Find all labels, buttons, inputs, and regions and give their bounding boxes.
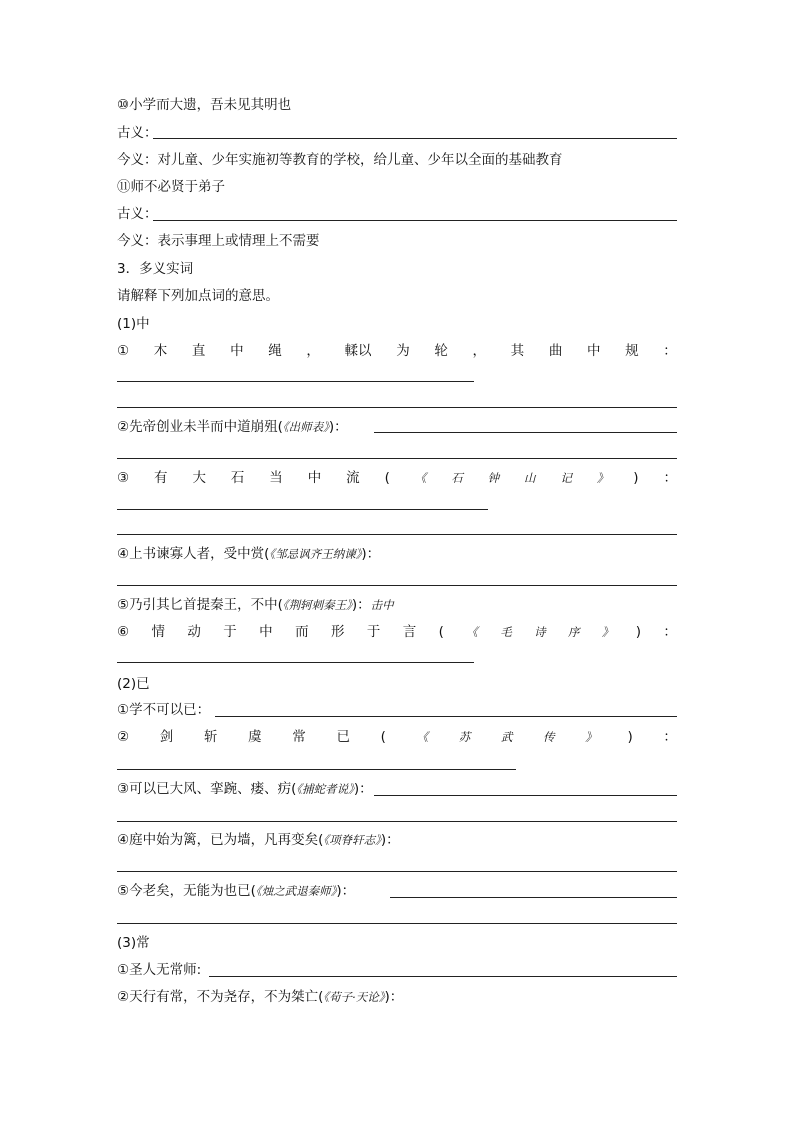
q10-jin: 今义：对儿童、少年实施初等教育的学校，给儿童、少年以全面的基础教育 xyxy=(117,152,563,168)
zhong-4-answer-line[interactable] xyxy=(117,585,677,586)
yi-4-answer-line[interactable] xyxy=(117,871,677,872)
yi-heading: (2)已 xyxy=(117,676,150,692)
zhong-item-2: ②先帝创业未半而中道崩殂(《出师表》)： xyxy=(117,419,348,435)
zhong-1-answer-line-2[interactable] xyxy=(117,407,677,408)
q11-sentence: ⑪师不必贤于弟子 xyxy=(117,179,225,195)
zhong-3-answer-line-2[interactable] xyxy=(117,534,677,535)
zhong-item-6: ⑥ 情 动 于 中 而 形 于 言 ( 《 毛 诗 序 》 ) ： xyxy=(117,624,677,640)
yi-3-answer-line-2[interactable] xyxy=(117,821,677,822)
yi-item-1: ①学不可以已： xyxy=(117,702,211,718)
yi-item-3: ③可以已大风、挛踠、瘘、疠(《捕蛇者说》)： xyxy=(117,781,373,797)
zhong-item-3: ③ 有 大 石 当 中 流 ( 《 石 钟 山 记 》 ) ： xyxy=(117,470,677,486)
q10-sentence: ⑩小学而大遗，吾未见其明也 xyxy=(117,97,292,113)
zhong-item-1: ① 木 直 中 绳 ， 輮以 为 轮 ， 其 曲 中 规 ： xyxy=(117,343,677,359)
chang-heading: (3)常 xyxy=(117,935,150,951)
yi-3-answer-line[interactable] xyxy=(374,795,677,796)
zhong-2-answer-line-2[interactable] xyxy=(117,458,677,459)
q10-gu-answer-line[interactable] xyxy=(153,138,677,139)
yi-item-2: ② 剑 斩 虞 常 已 ( 《 苏 武 传 》 ) ： xyxy=(117,729,677,745)
chang-item-1: ①圣人无常师: xyxy=(117,962,202,978)
zhong-3-answer-line[interactable] xyxy=(117,509,488,510)
yi-5-answer-line-2[interactable] xyxy=(117,923,677,924)
zhong-5-answer: 击中 xyxy=(370,598,394,612)
section-instruction: 请解释下列加点词的意思。 xyxy=(117,288,279,304)
section-title: 3．多义实词 xyxy=(117,261,194,277)
q11-jin: 今义：表示事理上或情理上不需要 xyxy=(117,233,320,249)
q10-gu-label: 古义： xyxy=(117,125,158,141)
q11-gu-answer-line[interactable] xyxy=(153,220,677,221)
zhong-heading: (1)中 xyxy=(117,316,150,332)
yi-item-5: ⑤今老矣，无能为也已(《烛之武退秦师》)： xyxy=(117,883,356,899)
zhong-2-answer-line[interactable] xyxy=(374,432,677,433)
yi-2-answer-line[interactable] xyxy=(117,769,516,770)
chang-1-answer-line[interactable] xyxy=(209,976,677,977)
zhong-6-answer-line[interactable] xyxy=(117,662,474,663)
yi-5-answer-line[interactable] xyxy=(390,897,677,898)
zhong-item-5: ⑤乃引其匕首提秦王，不中(《荆轲刺秦王》)：击中 xyxy=(117,597,394,613)
yi-1-answer-line[interactable] xyxy=(215,716,677,717)
zhong-1-answer-line[interactable] xyxy=(117,381,474,382)
yi-item-4: ④庭中始为篱，已为墙，凡再变矣(《项脊轩志》)： xyxy=(117,832,400,848)
chang-item-2: ②天行有常，不为尧存，不为桀亡(《荀子·天论》)： xyxy=(117,989,404,1005)
zhong-item-4: ④上书谏寡人者，受中赏(《邹忌讽齐王纳谏》)： xyxy=(117,546,381,562)
q11-gu-label: 古义： xyxy=(117,206,158,222)
